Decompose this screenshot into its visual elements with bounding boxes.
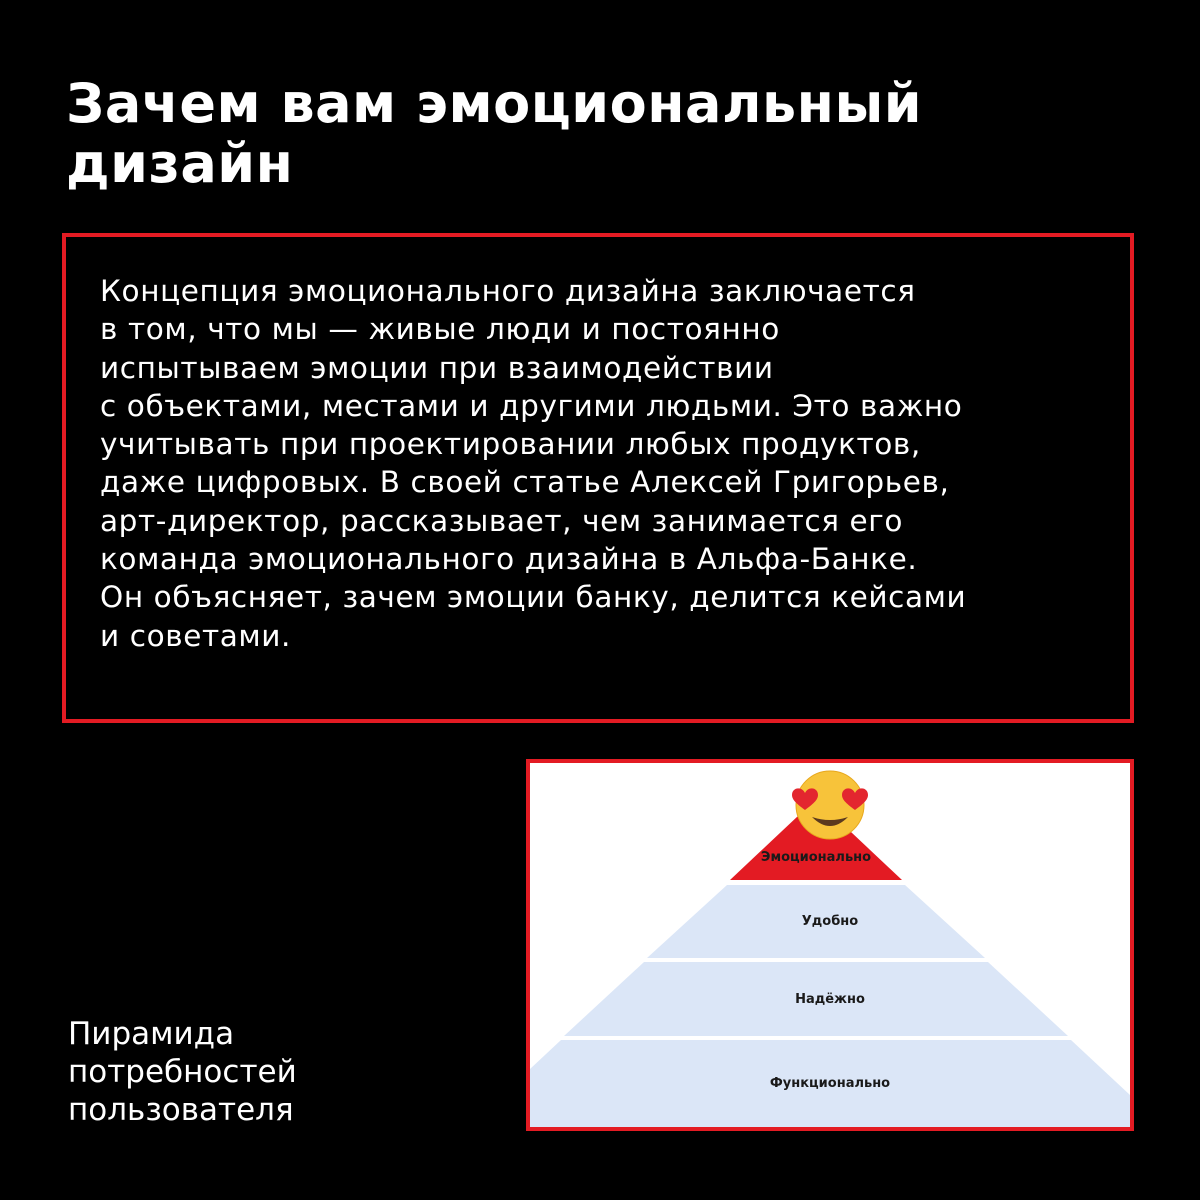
caption-line: Пирамида — [68, 1016, 235, 1052]
caption-line: потребностей — [68, 1054, 297, 1090]
tier-label-functional: Функционально — [769, 1076, 891, 1091]
description-line: испытываем эмоции при взаимодействии — [100, 350, 774, 385]
description-box — [62, 233, 1134, 723]
pyramid-caption — [68, 1015, 388, 1129]
description-line: арт-директор, рассказывает, чем занимается его — [100, 503, 904, 538]
description-line: Концепция эмоционального дизайна заключается — [100, 274, 916, 308]
caption-line: пользователя — [68, 1092, 294, 1128]
description-line: Он объясняет, зачем эмоции банку, делится кейсами — [100, 580, 967, 615]
description-line: даже цифровых. В своей статье Алексей Григорьев, — [100, 465, 950, 500]
pyramid-diagram — [530, 763, 1130, 1127]
tier-label-emotional: Эмоционально — [760, 850, 872, 865]
description-text — [100, 272, 1110, 655]
description-line: в том, что мы — живые люди и постоянно — [100, 312, 780, 347]
description-line: учитывать при проектировании любых продуктов, — [100, 427, 921, 462]
page-title — [66, 74, 1146, 194]
title-line: Зачем вам эмоциональный — [66, 72, 923, 135]
description-line: команда эмоционального дизайна в Альфа-Банке. — [100, 542, 918, 577]
description-line: и советами. — [100, 618, 292, 653]
tier-label-reliable: Надёжно — [795, 992, 865, 1007]
title-line: дизайн — [66, 132, 294, 195]
description-line: с объектами, местами и другими людьми. Это важно — [100, 388, 963, 423]
tier-label-convenient: Удобно — [801, 914, 859, 929]
pyramid-figure — [526, 759, 1134, 1131]
